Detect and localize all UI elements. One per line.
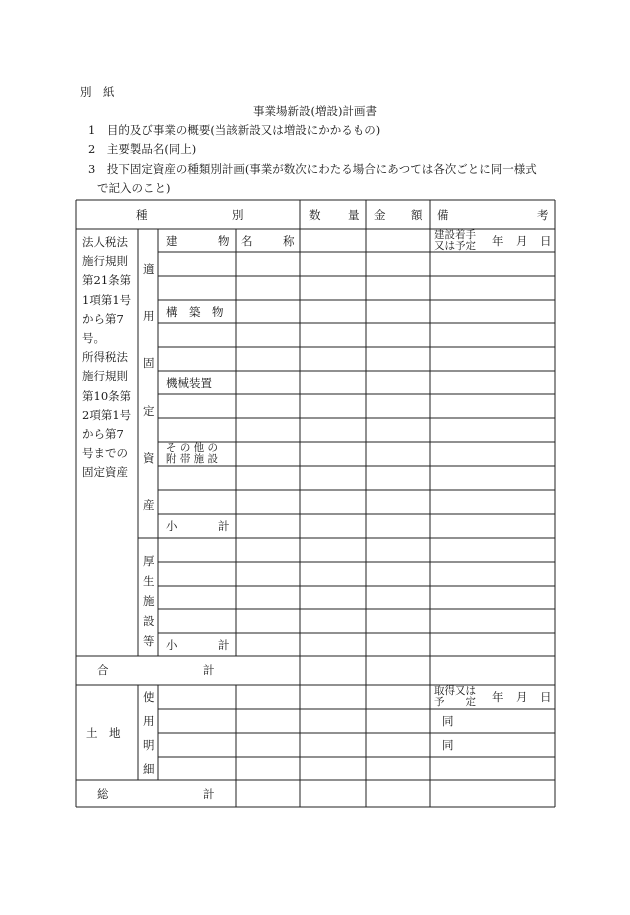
welfare-subtotal-left: 小 [166,638,178,652]
same-as-above-2: 同 [442,738,454,752]
legal-basis-line: 法人税法 [82,235,128,249]
fixed-subtotal-left: 小 [166,519,178,533]
document-title: 事業場新設(増設)計画書 [253,104,377,118]
header-amount-right: 額 [411,208,423,222]
acquisition-line-1: 取得又は [434,685,476,697]
construction-start-line-2: 又は予定 [434,240,476,252]
header-kind-left: 種 [136,208,148,222]
welfare-char: 生 [143,574,155,588]
machinery-label: 機械装置 [166,376,212,390]
construction-day: 日 [540,234,552,248]
header-kind-right: 別 [232,208,244,222]
usage-char: 細 [143,762,155,776]
legal-basis-line: 施行規則 [82,254,128,269]
legal-basis-line: 所得税法 [82,350,128,365]
usage-char: 用 [143,714,155,728]
header-remarks-left: 備 [437,208,449,222]
building-label-left: 建 [166,234,178,248]
item-3-line-2: で記入のこと) [97,181,171,195]
construction-start-line-1: 建設着手 [434,229,476,241]
legal-basis-line: 号までの [82,446,128,461]
fixed-assets-char: 用 [143,309,155,324]
total-label-left: 合 [97,663,109,677]
usage-char: 明 [143,738,155,752]
legal-basis-line: から第7 [82,311,124,326]
same-as-above-1: 同 [442,714,454,728]
welfare-char: 施 [143,594,155,608]
grand-total-left: 総 [97,787,109,801]
attachment-label: 別 紙 [80,85,115,99]
welfare-char: 設 [143,614,155,628]
legal-basis-line: 第21条第 [82,273,132,288]
other-facilities-line-1: そ の 他 の [166,442,219,454]
fixed-assets-char: 資 [143,450,155,465]
legal-basis-line: 1項第1号 [82,292,132,307]
legal-basis-line: 固定資産 [82,465,128,480]
item-2: 2 主要製品名(同上) [88,142,197,156]
name-label-right: 称 [283,234,295,248]
construction-year: 年 [492,234,504,248]
header-remarks-right: 考 [537,208,549,222]
welfare-char: 厚 [143,554,155,568]
fixed-subtotal-right: 計 [218,519,230,533]
building-label-right: 物 [218,234,230,248]
acquisition-line-2: 予 定 [434,696,476,708]
acquisition-day: 日 [540,690,552,704]
fixed-assets-char: 適 [143,262,155,276]
header-quantity-left: 数 [309,208,321,222]
fixed-assets-char: 定 [143,403,155,418]
total-label-right: 計 [203,663,215,677]
land-label: 土 地 [86,726,121,740]
grand-total-right: 計 [203,787,215,801]
legal-basis-line: 2項第1号 [82,407,132,422]
legal-basis-line: 号。 [82,331,105,345]
header-quantity-right: 量 [348,208,360,222]
welfare-char: 等 [143,634,155,648]
acquisition-month: 月 [516,690,528,704]
construction-month: 月 [516,234,528,248]
header-amount-left: 金 [374,208,386,222]
structure-label: 構 築 物 [166,305,224,319]
name-label-left: 名 [241,234,253,248]
welfare-subtotal-right: 計 [218,638,230,652]
acquisition-year: 年 [492,690,504,704]
other-facilities-line-2: 附 帯 施 設 [166,453,219,465]
item-3-line-1: 3 投下固定資産の種類別計画(事業が数次にわたる場合にあつては各次ごとに同一様式 [88,162,537,176]
item-1: 1 目的及び事業の概要(当該新設又は増設にかかるもの) [88,123,381,137]
legal-basis-line: 施行規則 [82,369,128,384]
fixed-assets-char: 固 [143,356,155,371]
legal-basis-line: 第10条第 [82,388,132,403]
fixed-assets-char: 産 [143,498,155,512]
legal-basis-line: から第7 [82,427,124,441]
usage-char: 使 [143,690,155,704]
